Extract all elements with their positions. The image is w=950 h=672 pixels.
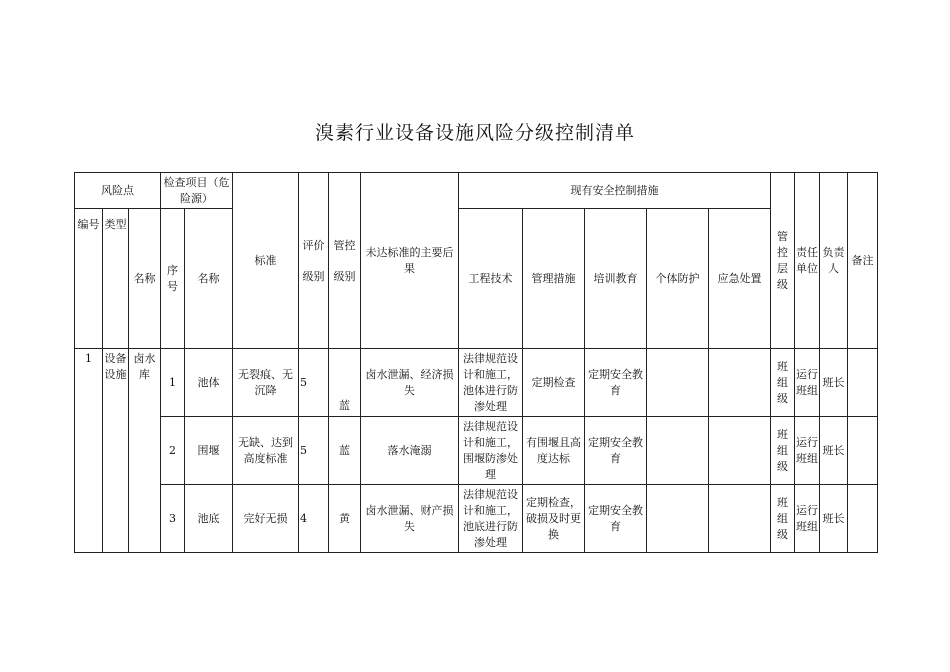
- cell-remark: [848, 417, 878, 485]
- header-emergency: 应急处置: [709, 209, 771, 349]
- header-risk-point: 风险点: [75, 173, 161, 209]
- cell-ppe: [647, 417, 709, 485]
- cell-name: 池底: [185, 485, 233, 553]
- cell-remark: [848, 485, 878, 553]
- header-no: 编号: [75, 209, 103, 349]
- risk-control-table: [74, 172, 878, 553]
- header-eval-level: 评价级别: [299, 173, 329, 349]
- cell-name: 池体: [185, 349, 233, 417]
- cell-management: 定期检查: [523, 349, 585, 417]
- cell-level: 班组级: [771, 349, 795, 417]
- header-remark: 备注: [848, 173, 878, 349]
- cell-emergency: [709, 485, 771, 553]
- cell-person: 班长: [820, 417, 848, 485]
- header-standard: 标准: [233, 173, 299, 349]
- cell-person: 班长: [820, 349, 848, 417]
- cell-eval: 5: [299, 417, 329, 485]
- cell-ctrl: 黄: [329, 485, 361, 553]
- header-ppe: 个体防护: [647, 209, 709, 349]
- cell-ppe: [647, 349, 709, 417]
- cell-unit: 运行班组: [795, 485, 820, 553]
- cell-engineering: 法律规范设计和施工，围堰防渗处理: [459, 417, 523, 485]
- header-type: 类型: [103, 209, 129, 349]
- cell-group-no: 1: [75, 349, 103, 553]
- header-management: 管理措施: [523, 209, 585, 349]
- header-ctrl-level: 管控级别: [329, 173, 361, 349]
- cell-training: 定期安全教育: [585, 485, 647, 553]
- cell-ctrl: 蓝: [329, 349, 361, 417]
- cell-group-name: 卤水库: [129, 349, 161, 553]
- cell-training: 定期安全教育: [585, 349, 647, 417]
- cell-level: 班组级: [771, 485, 795, 553]
- header-check-item: 检查项目（危险源）: [161, 173, 233, 209]
- cell-seq: 3: [161, 485, 185, 553]
- header-engineering: 工程技术: [459, 209, 523, 349]
- header-training: 培训教育: [585, 209, 647, 349]
- header-name: 名称: [129, 209, 161, 349]
- cell-seq: 2: [161, 417, 185, 485]
- table-row: [75, 349, 878, 417]
- header-mgmt-level: 管控层级: [771, 173, 795, 349]
- cell-management: 有围堰且高度达标: [523, 417, 585, 485]
- cell-eval: 5: [299, 349, 329, 417]
- header-resp-unit: 责任单位: [795, 173, 820, 349]
- cell-consequence: 卤水泄漏、财产损失: [361, 485, 459, 553]
- cell-consequence: 卤水泄漏、经济损失: [361, 349, 459, 417]
- cell-ppe: [647, 485, 709, 553]
- header-row-1: [75, 173, 878, 209]
- cell-eval: 4: [299, 485, 329, 553]
- cell-engineering: 法律规范设计和施工，池底进行防渗处理: [459, 485, 523, 553]
- table-row: [75, 417, 878, 485]
- cell-engineering: 法律规范设计和施工，池体进行防渗处理: [459, 349, 523, 417]
- cell-management: 定期检查，破损及时更换: [523, 485, 585, 553]
- table-row: [75, 485, 878, 553]
- cell-unit: 运行班组: [795, 417, 820, 485]
- header-resp-person: 负责人: [820, 173, 848, 349]
- cell-group-type: 设备设施: [103, 349, 129, 553]
- cell-standard: 无缺、达到高度标准: [233, 417, 299, 485]
- cell-standard: 完好无损: [233, 485, 299, 553]
- cell-standard: 无裂痕、无沉降: [233, 349, 299, 417]
- cell-person: 班长: [820, 485, 848, 553]
- header-seq: 序号: [161, 209, 185, 349]
- cell-consequence: 落水淹溺: [361, 417, 459, 485]
- cell-emergency: [709, 349, 771, 417]
- cell-name: 围堰: [185, 417, 233, 485]
- cell-unit: 运行班组: [795, 349, 820, 417]
- cell-ctrl: 蓝: [329, 417, 361, 485]
- cell-training: 定期安全教育: [585, 417, 647, 485]
- cell-remark: [848, 349, 878, 417]
- header-row-2: [75, 209, 878, 349]
- header-measures: 现有安全控制措施: [459, 173, 771, 209]
- header-consequence: 未达标准的主要后果: [361, 173, 459, 349]
- header-item-name: 名称: [185, 209, 233, 349]
- page-title: 溴素行业设备设施风险分级控制清单: [314, 122, 635, 144]
- cell-emergency: [709, 417, 771, 485]
- cell-level: 班组级: [771, 417, 795, 485]
- cell-seq: 1: [161, 349, 185, 417]
